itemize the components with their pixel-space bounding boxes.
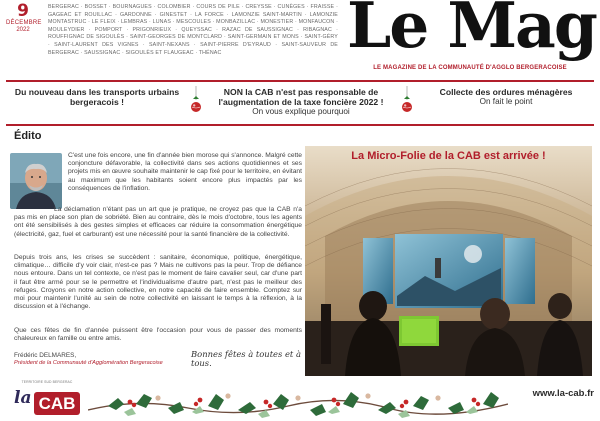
masthead: [0, 0, 600, 84]
signature-name: Frédéric DELMARES,: [14, 352, 77, 359]
season-greeting: Bonnes fêtes à toutes et à tous.: [191, 349, 301, 368]
edito-section: [6, 128, 302, 378]
tagline: LE MAGAZINE DE LA COMMUNAUTÉ D'AGGLO BERGERACOISE: [373, 65, 567, 71]
edito-paragraph: Que ces fêtes de fin d'année puissent être l'occasion pour vous de passer des moments chaleureux en famille ou entre amis.: [14, 327, 302, 343]
issue-month: DÉCEMBRE: [6, 20, 42, 26]
headline-subtitle: On vous explique pourquoi: [252, 107, 350, 116]
issue-year: 2022: [16, 27, 30, 33]
portrait-photo: [10, 153, 62, 209]
headline-ordures[interactable]: [416, 87, 596, 107]
headline-title: Du nouveau dans les transports urbains bergeracois !: [14, 87, 180, 107]
footer: [0, 378, 600, 421]
issue-block: [6, 2, 40, 34]
la-cab-logo[interactable]: [12, 380, 82, 418]
headline-title: Collecte des ordures ménagères: [439, 87, 573, 97]
divider-top: [6, 80, 594, 82]
christmas-ornament-icon: [190, 86, 202, 118]
headlines-band: [0, 84, 600, 124]
headline-subtitle: On fait le point: [479, 97, 533, 106]
communes-list: BERGERAC · BOSSET · BOURNAGUES · COLOMBIER · COURS DE PILE · CREYSSE · CUNÈGES · FRAISSE · GAGEAC ET ROUILLAC · GARDONNE · GINESTET · LA FORCE · LAMONZIE SAINT-MARTIN · LAMONZIE MONTASTRUC · LE FLEIX · LEMBRAS · LUNAS · MESCOULES · MONBAZILLAC · MONESTIER · MONFAUCON · MOULEYDIER · POMPORT · PRIGONRIEUX · QUEYSSAC · RAZAC DE SAUSSIGNAC · RIBAGNAC · ROUFFIGNAC DE SIGOULÈS · SAINT-GEORGES DE MONTCLARD · SAINT-GERMAIN ET MONS · SAINT-GÉRY · SAINT-LAURENT DES VIGNES · SAINT-NEXANS · SAINT-PIERRE D'EYRAUD · SAINT-SAUVEUR DE BERGERAC · SAUSSIGNAC · SIGOULÈS ET FLAUGEAC · THÉNAC: [48, 4, 338, 56]
headline-title: NON la CAB n'est pas responsable de l'augmentation de la taxe foncière 2022 !: [218, 87, 384, 107]
edito-paragraph: C'est une fois encore, une fin d'année bien morose qui s'annonce. Malgré cette conjoncture défavorable, la collectivité dans ses actions quotidiennes et ses projets mis en œuvre souhaite maintenir le cap fixé pour le territoire, en évitant au maximum que les habitants soient encore plus impactés par les conséquences de l'inflation.: [68, 152, 302, 192]
micro-folie-photo: [305, 146, 592, 376]
logo-cab: CAB: [34, 392, 80, 415]
feature-title: La Micro-Folie de la CAB est arrivée !: [351, 150, 546, 162]
headline-taxe-fonciere[interactable]: [206, 87, 396, 117]
logo-subtitle: TERRITOIRE SUD BERGERAC: [21, 380, 73, 384]
edito-paragraph: Depuis trois ans, les crises se succèdent : sanitaire, économique, politique, énergétique, climatique… difficile d'y voir clair, n'est-ce pas ? Mais ne cultivons pas la peur. Trop de défiance nous entoure. Dans un tel contexte, ce n'est pas le moment de faire cavalier seul, car d'une part il faut être armé pour se le permettre et l'individualisme d'autre part, n'est pas le meilleur des refuges. Croyons en notre action collective, en notre capacité de faire ensemble. Comptez sur moi pour maintenir l'unité au sein de notre collectivité en laissant le temps à la réflexion, à la discussion et à l'échange.: [14, 254, 302, 311]
website-link[interactable]: www.la-cab.fr: [532, 388, 594, 399]
logo-la: la: [14, 388, 32, 408]
signature-role: Président de la Communauté d'Agglomération Bergeracoise: [14, 360, 163, 366]
christmas-ornament-icon: [401, 86, 413, 118]
issue-number: 9: [17, 1, 29, 21]
feature-micro-folie[interactable]: [305, 146, 592, 376]
le-mag-logo: Le Mag: [347, 0, 596, 62]
edito-paragraph: La déclamation n'étant pas un art que je pratique, ne croyez pas que la CAB n'a pas mis en place son plan de sobriété. Bien au contraire, dès le mois d'octobre, tous les agents ont été sensibilisés à des gestes simples et efficaces car réduire la consommation énergétique (électricité, gaz, fuel et carburant) est une nécessité pour la santé financière de la collectivité.: [14, 206, 302, 238]
headline-transports[interactable]: [8, 87, 186, 107]
holly-garland-icon: [88, 380, 508, 420]
edito-title: Édito: [14, 130, 42, 142]
divider-middle: [6, 124, 594, 126]
